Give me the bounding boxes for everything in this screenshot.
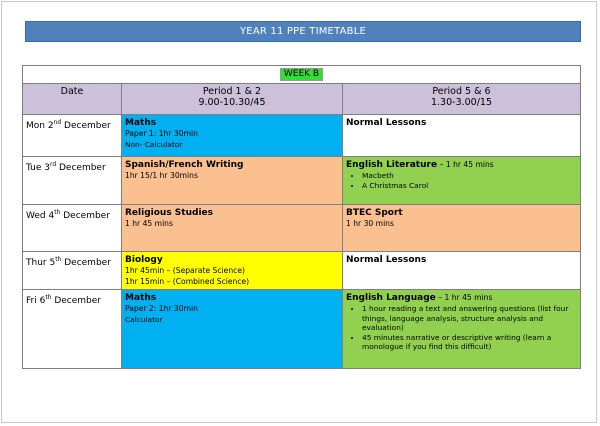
day-cell — [23, 252, 122, 290]
subject-label: Maths — [125, 118, 157, 128]
exam-detail: 1hr 15/1 hr 30mins — [125, 171, 198, 180]
table-row — [23, 252, 581, 290]
period-5-6-cell — [343, 252, 581, 290]
exam-detail: 1 hr 45 mins — [125, 219, 173, 228]
period-5-6-cell — [343, 290, 581, 369]
period-1-2-cell — [122, 115, 343, 157]
subject-label: Maths — [125, 293, 157, 303]
subject-label: English Language — [346, 293, 436, 303]
header-row — [23, 84, 581, 115]
exam-detail: 1hr 45min – (Separate Science) — [125, 266, 245, 275]
table-row — [23, 115, 581, 157]
day-label: Fri 6 — [26, 296, 46, 306]
period-1-2-cell — [122, 290, 343, 369]
day-label: Thur 5 — [26, 258, 56, 268]
month-label: December — [51, 296, 101, 306]
list-item: • A Christmas Carol — [362, 181, 577, 191]
table-row — [23, 290, 581, 369]
period-5-6-cell — [343, 205, 581, 252]
period-5-6-cell — [343, 157, 581, 205]
subject-label: Normal Lessons — [346, 255, 427, 265]
period-1-2-cell — [122, 252, 343, 290]
day-cell — [23, 205, 122, 252]
exam-duration: – 1 hr 45 mins — [439, 160, 494, 169]
day-suffix: th — [45, 294, 52, 301]
exam-detail: Paper 1: 1hr 30min — [125, 129, 198, 138]
header-date-label: Date — [60, 86, 84, 97]
day-label: Tue 3 — [26, 163, 50, 173]
header-period-5-6-label: Period 5 & 6 — [432, 86, 491, 97]
header-period-1-2 — [122, 84, 343, 115]
day-suffix: th — [54, 209, 61, 216]
day-suffix: nd — [53, 119, 62, 126]
table-row — [23, 157, 581, 205]
exam-detail: Calculator — [125, 314, 163, 324]
header-date — [23, 84, 122, 115]
day-cell — [23, 157, 122, 205]
day-label: Mon 2 — [26, 121, 54, 131]
subject-label: English Literature — [346, 160, 438, 170]
day-cell — [23, 115, 122, 157]
month-label: December — [61, 258, 111, 268]
subject-label: Spanish/French Writing — [125, 160, 244, 170]
header-period-1-2-label: Period 1 & 2 — [202, 86, 262, 97]
exam-duration: – 1 hr 45 mins — [438, 293, 493, 302]
week-row — [23, 66, 581, 84]
day-suffix: th — [55, 256, 62, 263]
topic-list — [346, 304, 577, 352]
week-cell — [23, 66, 581, 84]
header-period-5-6 — [343, 84, 581, 115]
week-label: WEEK B — [280, 68, 323, 81]
day-label: Wed 4 — [26, 211, 55, 221]
exam-detail: Non- Calculator — [125, 139, 183, 149]
month-label: December — [61, 121, 111, 131]
timetable-table — [22, 65, 581, 369]
exam-detail: 1hr 15min – (Combined Science) — [125, 276, 250, 286]
header-period-1-2-time: 9.00-10.30/45 — [198, 97, 266, 108]
subject-label: Religious Studies — [125, 208, 213, 218]
exam-detail: Paper 2: 1hr 30min — [125, 304, 198, 313]
day-suffix: rd — [49, 161, 57, 168]
subject-label: BTEC Sport — [346, 208, 403, 218]
day-cell — [23, 290, 122, 369]
month-label: December — [56, 163, 106, 173]
period-1-2-cell — [122, 205, 343, 252]
topic-list — [346, 171, 577, 190]
period-5-6-cell — [343, 115, 581, 157]
month-label: December — [60, 211, 110, 221]
subject-label: Normal Lessons — [346, 118, 427, 128]
list-item: • Macbeth — [362, 171, 577, 181]
list-item: • 1 hour reading a text and answering questions (list four things, language analysis, structure analysis and evaluation) — [362, 304, 577, 333]
exam-detail: 1 hr 30 mins — [346, 219, 394, 228]
subject-label: Biology — [125, 255, 163, 265]
period-1-2-cell — [122, 157, 343, 205]
list-item: • 45 minutes narrative or descriptive writing (learn a monologue if you find this difficult) — [362, 333, 577, 352]
table-row — [23, 205, 581, 252]
header-period-5-6-time: 1.30-3.00/15 — [430, 97, 493, 108]
timetable-title: YEAR 11 PPE TIMETABLE — [25, 21, 581, 42]
